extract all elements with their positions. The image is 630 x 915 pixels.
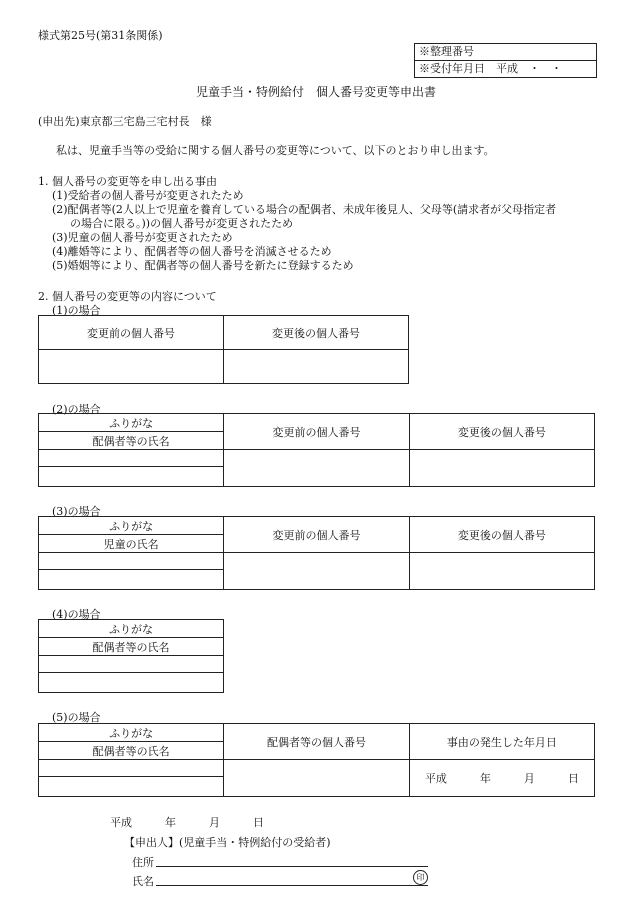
address-line[interactable] — [156, 866, 428, 867]
case3-before-digits[interactable] — [224, 553, 409, 590]
case5-furigana-header: ふりがな — [39, 724, 224, 742]
case3-after-digits[interactable] — [409, 553, 594, 590]
case1-before-digits[interactable] — [39, 350, 224, 384]
case5-date-value[interactable]: 平成 年 月 日 — [409, 760, 594, 797]
reason-3: (3)児童の個人番号が変更されたため — [52, 231, 233, 244]
case1-before-header: 変更前の個人番号 — [39, 316, 224, 350]
reason-4: (4)離婚等により、配偶者等の個人番号を消滅させるため — [52, 245, 332, 258]
case2-furigana-input[interactable] — [39, 450, 224, 467]
case4-label: (4)の場合 — [52, 608, 101, 621]
submission-date: 平成 年 月 日 — [110, 816, 264, 829]
case4-furigana-header: ふりがな — [39, 620, 224, 638]
registry-number-label: ※整理番号 — [419, 45, 474, 58]
case5-name-header: 配偶者等の氏名 — [39, 742, 224, 760]
case5-name-input[interactable] — [39, 777, 224, 797]
seal-icon: 印 — [413, 870, 428, 885]
section2-heading: 2. 個人番号の変更等の内容について — [38, 290, 217, 303]
case2-after-header: 変更後の個人番号 — [409, 414, 594, 450]
case3-name-input[interactable] — [39, 570, 224, 590]
reason-2-cont: の場合に限る。))の個人番号が変更されたため — [70, 217, 294, 230]
case2-furigana-header: ふりがな — [39, 414, 224, 432]
case3-label: (3)の場合 — [52, 505, 101, 518]
document-title: 児童手当・特例給付 個人番号変更等申出書 — [196, 85, 437, 99]
case5-number-digits[interactable] — [224, 760, 409, 797]
name-label: 氏名 — [132, 875, 154, 888]
section1-heading: 1. 個人番号の変更等を申し出る事由 — [38, 175, 217, 188]
case1-after-header: 変更後の個人番号 — [224, 316, 409, 350]
case5-furigana-input[interactable] — [39, 760, 224, 777]
case1-table — [38, 315, 409, 384]
case2-name-header: 配偶者等の氏名 — [39, 432, 224, 450]
reason-1: (1)受給者の個人番号が変更されたため — [52, 189, 244, 202]
case4-name-input[interactable] — [39, 673, 224, 693]
registry-received-label: ※受付年月日 平成 ・ ・ — [415, 60, 596, 77]
case2-before-digits[interactable] — [224, 450, 409, 487]
case3-furigana-input[interactable] — [39, 553, 224, 570]
case2-after-digits[interactable] — [409, 450, 594, 487]
case2-name-input[interactable] — [39, 467, 224, 487]
case1-after-digits[interactable] — [224, 350, 409, 384]
form-number: 様式第25号(第31条関係) — [38, 29, 163, 42]
addressee: (申出先)東京都三宅島三宅村長 様 — [38, 115, 212, 128]
case4-name-header: 配偶者等の氏名 — [39, 638, 224, 656]
case3-after-header: 変更後の個人番号 — [409, 517, 594, 553]
case5-label: (5)の場合 — [52, 711, 101, 724]
case3-before-header: 変更前の個人番号 — [224, 517, 409, 553]
case5-number-header: 配偶者等の個人番号 — [224, 724, 409, 760]
case2-before-header: 変更前の個人番号 — [224, 414, 409, 450]
case2-table — [38, 413, 595, 487]
address-label: 住所 — [132, 856, 154, 869]
case5-date-header: 事由の発生した年月日 — [409, 724, 594, 760]
case3-table — [38, 516, 595, 590]
case4-furigana-input[interactable] — [39, 656, 224, 673]
reason-5: (5)婚姻等により、配偶者等の個人番号を新たに登録するため — [52, 259, 354, 272]
intro-text: 私は、児童手当等の受給に関する個人番号の変更等について、以下のとおり申し出ます。 — [56, 144, 495, 157]
case2-label: (2)の場合 — [52, 403, 101, 416]
case3-furigana-header: ふりがな — [39, 517, 224, 535]
applicant-heading: 【申出人】(児童手当・特例給付の受給者) — [124, 836, 331, 849]
case5-table — [38, 723, 595, 797]
name-line[interactable] — [156, 885, 428, 886]
case3-name-header: 児童の氏名 — [39, 535, 224, 553]
registry-box — [414, 43, 597, 78]
case1-label: (1)の場合 — [52, 304, 101, 317]
reason-2: (2)配偶者等(2人以上で児童を養育している場合の配偶者、未成年後見人、父母等(請求者が父母指定者 — [52, 203, 557, 216]
case4-table — [38, 619, 224, 693]
